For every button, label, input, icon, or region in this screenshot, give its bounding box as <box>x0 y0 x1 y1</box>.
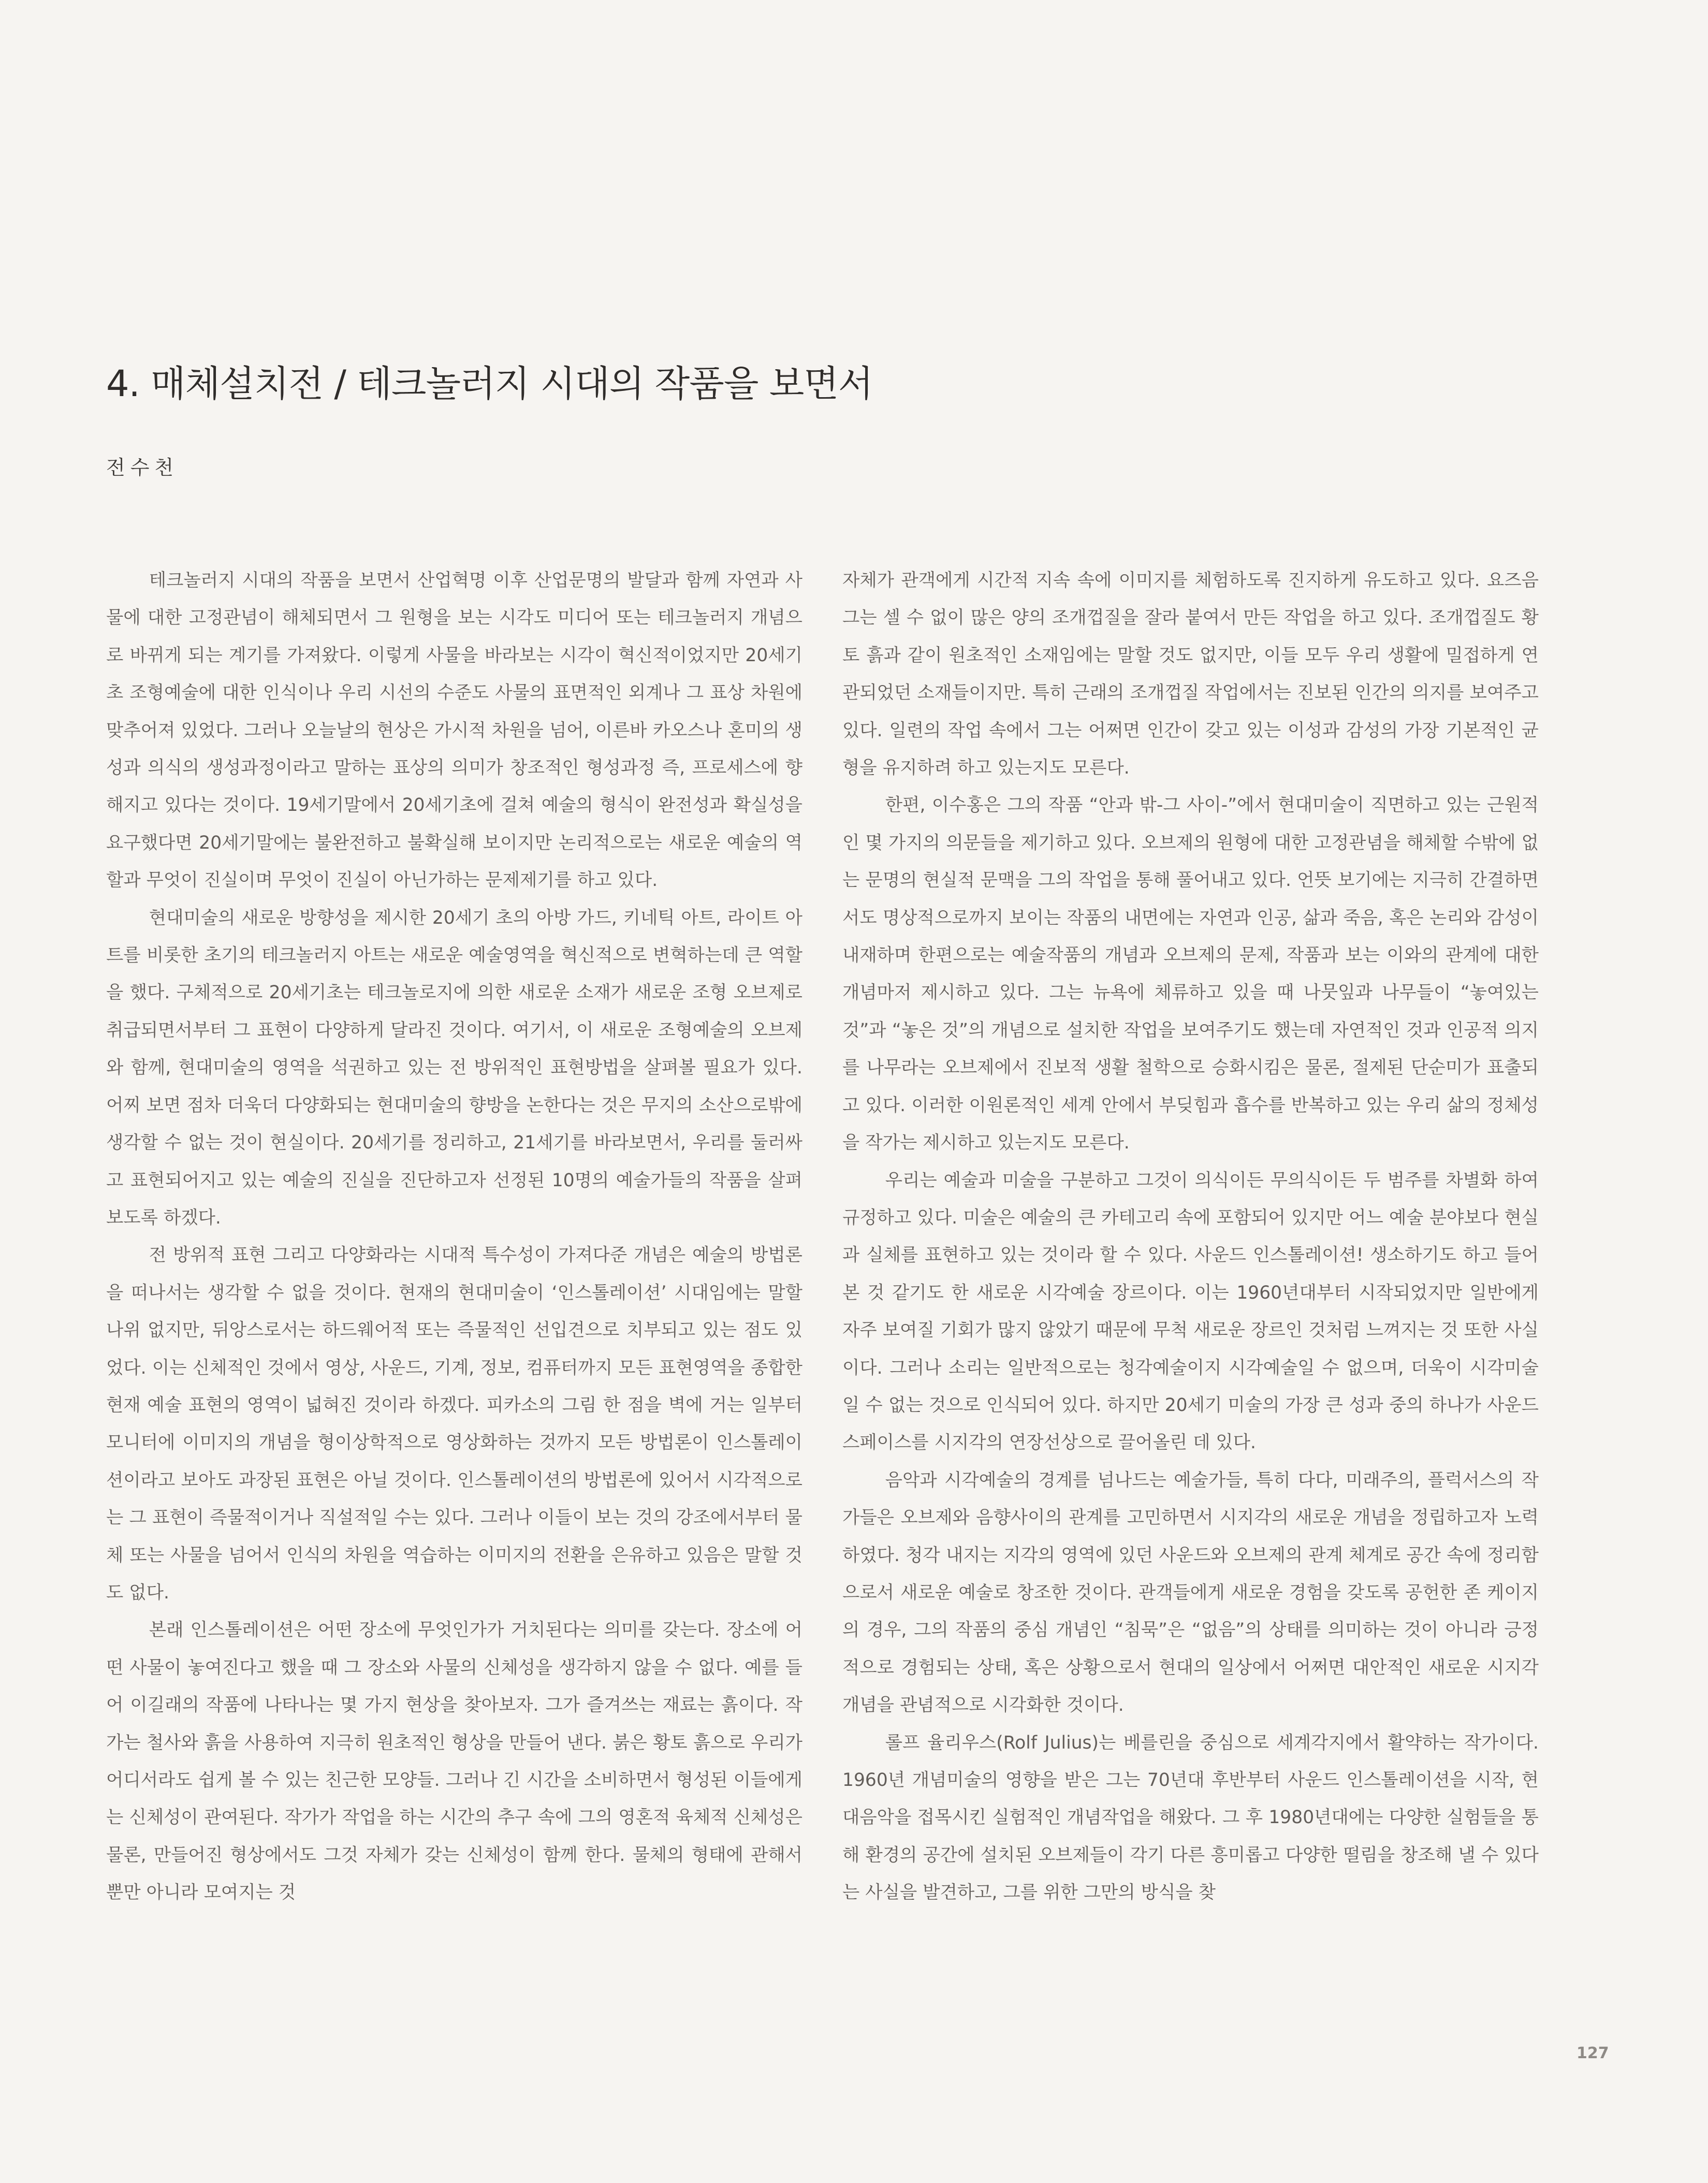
paragraph: 본래 인스톨레이션은 어떤 장소에 무엇인가가 거치된다는 의미를 갖는다. 장소에 어떤 사물이 놓여진다고 했을 때 그 장소와 사물의 신체성을 생각하지 않을 수 없다. 예를 들어 이길래의 작품에 나타나는 몇 가지 현상을 찾아보자. 그가 즐겨쓰는 재료는 흙이다. 작가는 철사와 흙을 사용하여 지극히 원초적인 형상을 만들어 낸다. 붉은 황토 흙으로 우리가 어디서라도 쉽게 볼 수 있는 친근한 모양들. 그러나 긴 시간을 소비하면서 형성된 이들에게는 신체성이 관여된다. 작가가 작업을 하는 시간의 추구 속에 그의 영혼적 육체적 신체성은 물론, 만들어진 형상에서도 그것 자체가 갖는 신체성이 함께 한다. 물체의 형태에 관해서 뿐만 아니라 모여지는 것 <box>106 1620 802 1903</box>
page-title: 4. 매체설치전 / 테크놀러지 시대의 작품을 보면서 <box>106 362 873 405</box>
right-text-column <box>842 562 1539 1912</box>
paragraph: 한편, 이수홍은 그의 작품 “안과 밖-그 사이-”에서 현대미술이 직면하고 있는 근원적인 몇 가지의 의문들을 제기하고 있다. 오브제의 원형에 대한 고정관념을 해체할 수밖에 없는 문명의 현실적 문맥을 그의 작업을 통해 풀어내고 있다. 언뜻 보기에는 지극히 간결하면서도 명상적으로까지 보이는 작품의 내면에는 자연과 인공, 삶과 죽음, 혹은 논리와 감성이 내재하며 한편으로는 예술작품의 개념과 오브제의 문제, 작품과 보는 이와의 관계에 대한 개념마저 제시하고 있다. 그는 뉴욕에 체류하고 있을 때 나뭇잎과 나무들이 “놓여있는 것”과 “놓은 것”의 개념으로 설치한 작업을 보여주기도 했는데 자연적인 것과 인공적 의지를 나무라는 오브제에서 진보적 생활 철학으로 승화시킴은 물론, 절제된 단순미가 표출되고 있다. 이러한 이원론적인 세계 안에서 부딪힘과 흡수를 반복하고 있는 우리 삶의 정체성을 작가는 제시하고 있는지도 모른다. <box>842 795 1539 1154</box>
paragraph-continued: 자체가 관객에게 시간적 지속 속에 이미지를 체험하도록 진지하게 유도하고 있다. 요즈음 그는 셀 수 없이 많은 양의 조개껍질을 잘라 붙여서 만든 작업을 하고 있다. 조개껍질도 황토 흙과 같이 원초적인 소재임에는 말할 것도 없지만, 이들 모두 우리 생활에 밀접하게 연관되었던 소재들이지만. 특히 근래의 조개껍질 작업에서는 진보된 인간의 의지를 보여주고 있다. 일련의 작업 속에서 그는 어쩌면 인간이 갖고 있는 이성과 감성의 가장 기본적인 균형을 유지하려 하고 있는지도 모른다. <box>842 570 1539 779</box>
page-number: 127 <box>1576 2044 1609 2062</box>
paragraph: 전 방위적 표현 그리고 다양화라는 시대적 특수성이 가져다준 개념은 예술의 방법론을 떠나서는 생각할 수 없을 것이다. 현재의 현대미술이 ‘인스톨레이션’ 시대임에는 말할 나위 없지만, 뒤앙스로서는 하드웨어적 또는 즉물적인 선입견으로 치부되고 있는 점도 있었다. 이는 신체적인 것에서 영상, 사운드, 기계, 정보, 컴퓨터까지 모든 표현영역을 종합한 현재 예술 표현의 영역이 넓혀진 것이라 하겠다. 피카소의 그림 한 점을 벽에 거는 일부터 모니터에 이미지의 개념을 형이상학적으로 영상화하는 것까지 모든 방법론이 인스톨레이션이라고 보아도 과장된 표현은 아닐 것이다. 인스톨레이션의 방법론에 있어서 시각적으로는 그 표현이 즉물적이거나 직설적일 수는 있다. 그러나 이들이 보는 것의 강조에서부터 물체 또는 사물을 넘어서 인식의 차원을 역습하는 이미지의 전환을 은유하고 있음은 말할 것도 없다. <box>106 1245 802 1603</box>
paragraph: 테크놀러지 시대의 작품을 보면서 산업혁명 이후 산업문명의 발달과 함께 자연과 사물에 대한 고정관념이 해체되면서 그 원형을 보는 시각도 미디어 또는 테크놀러지 개념으로 바뀌게 되는 계기를 가져왔다. 이렇게 사물을 바라보는 시각이 혁신적이었지만 20세기초 조형예술에 대한 인식이나 우리 시선의 수준도 사물의 표면적인 외계나 그 표상 차원에 맞추어져 있었다. 그러나 오늘날의 현상은 가시적 차원을 넘어, 이른바 카오스나 혼미의 생성과 의식의 생성과정이라고 말하는 표상의 의미가 창조적인 형성과정 즉, 프로세스에 향해지고 있다는 것이다. 19세기말에서 20세기초에 걸쳐 예술의 형식이 완전성과 확실성을 요구했다면 20세기말에는 불완전하고 불확실해 보이지만 논리적으로는 새로운 예술의 역할과 무엇이 진실이며 무엇이 진실이 아닌가하는 문제제기를 하고 있다. <box>106 570 802 891</box>
paragraph: 음악과 시각예술의 경계를 넘나드는 예술가들, 특히 다다, 미래주의, 플럭서스의 작가들은 오브제와 음향사이의 관계를 고민하면서 시지각의 새로운 개념을 정립하고자 노력하였다. 청각 내지는 지각의 영역에 있던 사운드와 오브제의 관계 체계로 공간 속에 정리함으로서 새로운 예술로 창조한 것이다. 관객들에게 새로운 경험을 갖도록 공헌한 존 케이지의 경우, 그의 작품의 중심 개념인 “침묵”은 “없음”의 상태를 의미하는 것이 아니라 긍정적으로 경험되는 상태, 혹은 상황으로서 현대의 일상에서 어쩌면 대안적인 새로운 시지각 개념을 관념적으로 시각화한 것이다. <box>842 1469 1539 1716</box>
paragraph: 현대미술의 새로운 방향성을 제시한 20세기 초의 아방 가드, 키네틱 아트, 라이트 아트를 비롯한 초기의 테크놀러지 아트는 새로운 예술영역을 혁신적으로 변혁하는데 큰 역할을 했다. 구체적으로 20세기초는 테크놀로지에 의한 새로운 소재가 새로운 조형 오브제로 취급되면서부터 그 표현이 다양하게 달라진 것이다. 여기서, 이 새로운 조형예술의 오브제와 함께, 현대미술의 영역을 석권하고 있는 전 방위적인 표현방법을 살펴볼 필요가 있다. 어찌 보면 점차 더욱더 다양화되는 현대미술의 향방을 논한다는 것은 무지의 소산으로밖에 생각할 수 없는 것이 현실이다. 20세기를 정리하고, 21세기를 바라보면서, 우리를 둘러싸고 표현되어지고 있는 예술의 진실을 진단하고자 선정된 10명의 예술가들의 작품을 살펴보도록 하겠다. <box>106 907 802 1228</box>
author-name: 전수천 <box>106 456 179 479</box>
paragraph: 롤프 율리우스(Rolf Julius)는 베를린을 중심으로 세계각지에서 활약하는 작가이다. 1960년 개념미술의 영향을 받은 그는 70년대 후반부터 사운드 인스톨레이션을 시작, 현대음악을 접목시킨 실험적인 개념작업을 해왔다. 그 후 1980년대에는 다양한 실험들을 통해 환경의 공간에 설치된 오브제들이 각기 다른 흥미롭고 다양한 떨림을 창조해 낼 수 있다는 사실을 발견하고, 그를 위한 그만의 방식을 찾 <box>842 1732 1539 1903</box>
left-text-column <box>106 562 802 1912</box>
paragraph: 우리는 예술과 미술을 구분하고 그것이 의식이든 무의식이든 두 범주를 차별화 하여 규정하고 있다. 미술은 예술의 큰 카테고리 속에 포함되어 있지만 어느 예술 분야보다 현실과 실체를 표현하고 있는 것이라 할 수 있다. 사운드 인스톨레이션! 생소하기도 하고 들어본 것 같기도 한 새로운 시각예술 장르이다. 이는 1960년대부터 시작되었지만 일반에게 자주 보여질 기회가 많지 않았기 때문에 무척 새로운 장르인 것처럼 느껴지는 것 또한 사실이다. 그러나 소리는 일반적으로는 청각예술이지 시각예술일 수 없으며, 더욱이 시각미술일 수 없는 것으로 인식되어 있다. 하지만 20세기 미술의 가장 큰 성과 중의 하나가 사운드 스페이스를 시지각의 연장선상으로 끌어올린 데 있다. <box>842 1170 1539 1453</box>
